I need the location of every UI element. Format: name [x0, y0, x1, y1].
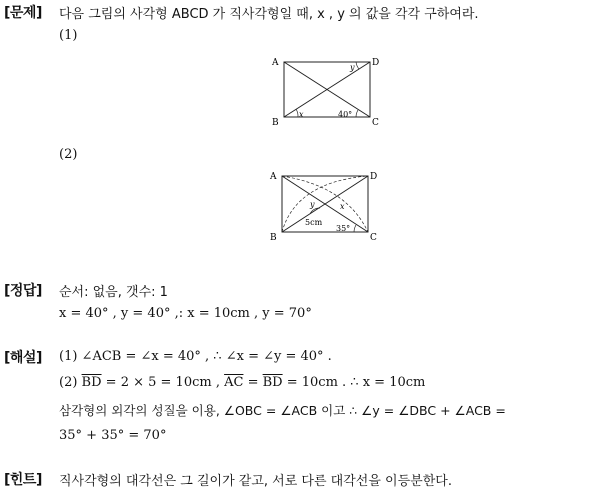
- fig1-label-c: C: [372, 118, 379, 128]
- answer-line-2: x = 40° , y = 40° ,: x = 10cm , y = 70°: [59, 306, 312, 321]
- solution-line-2-mid: = 2 × 5 = 10cm ,: [101, 375, 225, 390]
- figure-1: [268, 52, 388, 130]
- problem-text: 다음 그림의 사각형 ABCD 가 직사각형일 때, x , y 의 값을 각각 구하여라.: [59, 7, 479, 22]
- fig2-label-b: B: [270, 233, 277, 243]
- answer-line-1: 순서: 없음, 갯수: 1: [59, 285, 168, 300]
- fig2-label-d: D: [370, 172, 378, 182]
- fig1-label-b: B: [272, 118, 279, 128]
- solution-line-2: [59, 375, 425, 390]
- solution-line-4: 35° + 35° = 70°: [59, 428, 167, 443]
- problem-tag: [문제]: [4, 5, 42, 21]
- fig1-label-x: x: [299, 110, 304, 119]
- fig2-label-x: x: [340, 202, 345, 211]
- fig1-label-y: y: [350, 63, 355, 72]
- part1-label: (1): [59, 28, 78, 43]
- segment-ac: $\overline{AC}$: [224, 375, 244, 390]
- figure-2: [268, 168, 388, 246]
- fig2-label-y: y: [310, 200, 315, 209]
- hint-text: 직사각형의 대각선은 그 길이가 같고, 서로 다른 대각선을 이등분한다.: [59, 474, 452, 489]
- hint-tag: [힌트]: [4, 472, 42, 488]
- solution-line-3: 삼각형의 외각의 성질을 이용, ∠OBC = ∠ACB 이고 ∴ ∠y = ∠DBC + ∠ACB =: [59, 403, 506, 418]
- solution-line-2-prefix: (2): [59, 375, 82, 390]
- solution-line-2-eq: =: [243, 375, 263, 390]
- answer-tag: [정답]: [4, 283, 42, 299]
- solution-line-2-end: = 10cm . ∴ x = 10cm: [282, 375, 426, 390]
- fig2-label-c: C: [370, 233, 377, 243]
- fig2-label-angle: 35°: [336, 224, 351, 233]
- solution-tag: [해설]: [4, 350, 42, 366]
- fig2-label-a: A: [270, 172, 277, 182]
- fig1-label-d: D: [372, 58, 380, 68]
- segment-bd-2: $\overline{BD}$: [262, 375, 283, 390]
- fig1-label-a: A: [272, 58, 279, 68]
- fig1-label-angle: 40°: [338, 110, 353, 119]
- fig2-label-length: 5cm: [305, 218, 323, 227]
- solution-line-1: (1) ∠ACB = ∠x = 40° , ∴ ∠x = ∠y = 40° .: [59, 349, 332, 364]
- segment-bd: $\overline{BD}$: [81, 375, 102, 390]
- part2-label: (2): [59, 147, 78, 162]
